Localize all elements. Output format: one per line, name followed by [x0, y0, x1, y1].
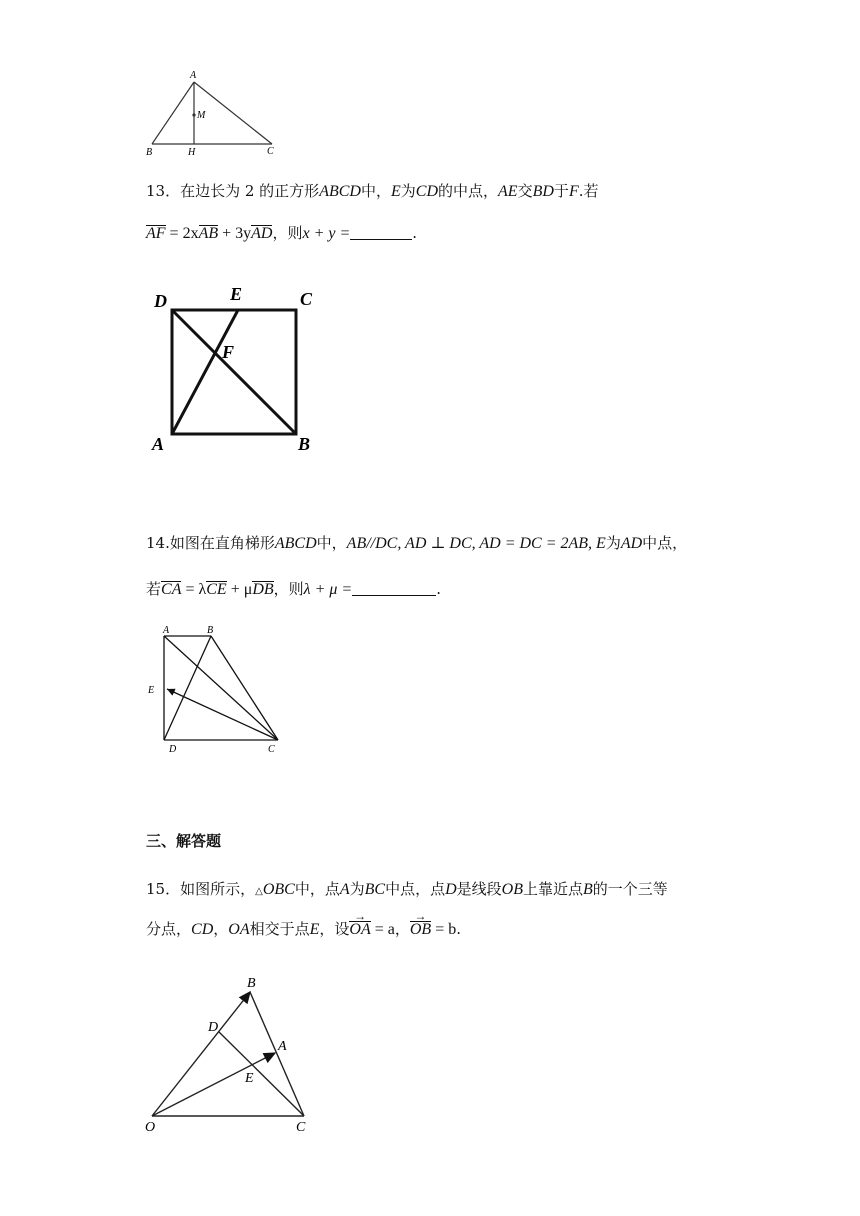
- q13-line2: AF = 2xAB + 3yAD，则x + y = .: [146, 224, 418, 242]
- q14-line2: 若CA = λCE + μDB，则λ + μ = .: [146, 580, 441, 598]
- vector-ce: CE: [206, 581, 227, 598]
- q15-line1: 15．如图所示，△OBC中，点A为BC中点，点D是线段OB上靠近点B的一个三等: [146, 880, 668, 898]
- q13-line1: 13．在边长为 2 的正方形ABCD中，E为CD的中点，AE交BD于F.若: [146, 182, 599, 200]
- q15-label-a: A: [278, 1039, 287, 1054]
- q12-label-a: A: [190, 70, 197, 81]
- q15-label-c: C: [296, 1120, 306, 1135]
- vector-db: DB: [252, 581, 274, 598]
- q15-label-e: E: [245, 1071, 254, 1086]
- q14-label-d: D: [169, 744, 177, 755]
- vector-ob: OB →: [410, 921, 431, 939]
- q14-label-b: B: [207, 625, 214, 636]
- q15-label-o: O: [145, 1120, 156, 1135]
- q13-label-c: C: [300, 289, 313, 309]
- q13-label-e: E: [230, 284, 243, 304]
- q15-label-d: D: [208, 1020, 219, 1035]
- section-heading-3: 三、解答题: [146, 832, 222, 850]
- q14-label-e: E: [148, 685, 155, 696]
- q12-label-b: B: [146, 147, 153, 158]
- q13-label-d: D: [154, 291, 167, 311]
- q13-number: 13．: [146, 182, 181, 200]
- q13-label-b: B: [298, 434, 311, 454]
- vector-ab: AB: [198, 225, 219, 242]
- q14-line1: 14.如图在直角梯形ABCD中，AB//DC, AD ⊥ DC, AD = DC = 2AB, E为AD中点，: [146, 534, 688, 552]
- q14-number: 14.: [146, 534, 170, 552]
- q13-label-a: A: [152, 434, 165, 454]
- q15-number: 15．: [146, 880, 181, 898]
- vector-ca: CA: [161, 581, 182, 598]
- vector-oa: OA →: [349, 921, 370, 939]
- q15-line2: 分点，CD，OA相交于点E，设OA → = a，OB → = b.: [146, 918, 461, 939]
- q14-label-a: A: [163, 625, 170, 636]
- q15-label-b: B: [247, 976, 256, 991]
- q12-label-h: H: [188, 147, 196, 158]
- q12-label-c: C: [267, 146, 274, 157]
- vector-ad: AD: [251, 225, 273, 242]
- q12-label-m: M: [197, 110, 206, 121]
- vector-af: AF: [146, 225, 166, 242]
- q14-label-c: C: [268, 744, 275, 755]
- q13-label-f: F: [222, 342, 235, 362]
